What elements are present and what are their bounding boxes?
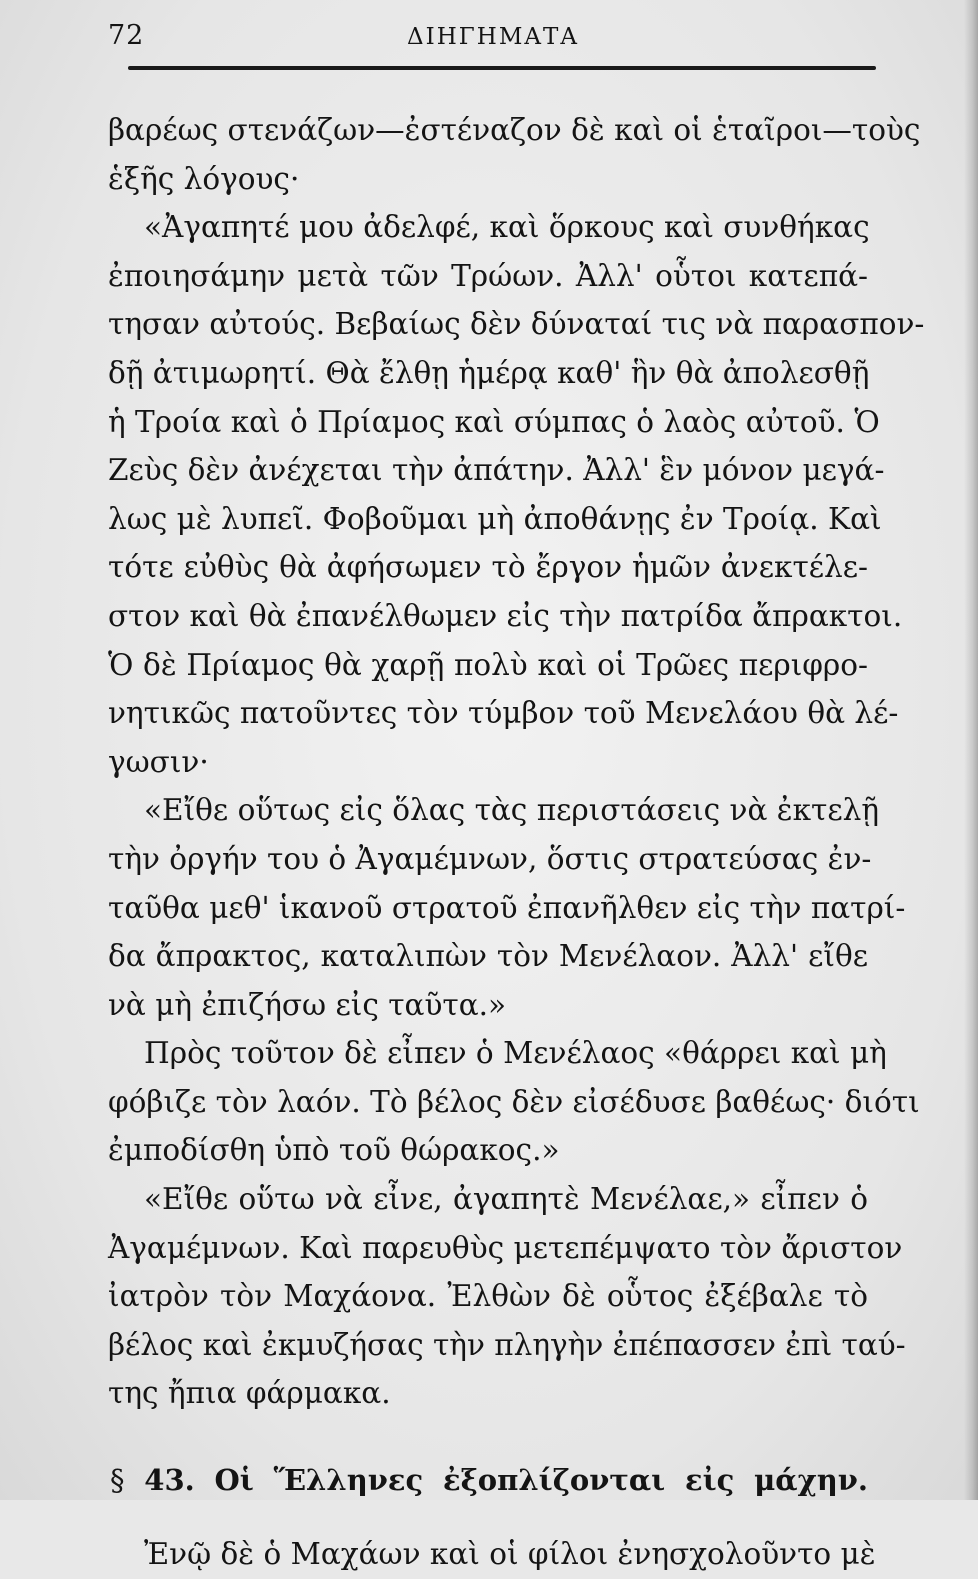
- text-line: τότε εὐθὺς θὰ ἀφήσωμεν τὸ ἔργον ἡμῶν ἀνεκτέλε-: [108, 550, 868, 585]
- body-text: [108, 106, 925, 1579]
- text-line: Ἀγαμέμνων. Καὶ παρευθὺς μετεπέμψατο τὸν ἄριστον: [108, 1230, 903, 1265]
- text-line: Πρὸς τοῦτον δὲ εἶπεν ὁ Μενέλαος «θάρρει καὶ μὴ: [144, 1036, 887, 1071]
- text-line: γωσιν·: [108, 744, 209, 779]
- text-line: Ἐνῷ δὲ ὁ Μαχάων καὶ οἱ φίλοι ἐνησχολοῦντο μὲ: [144, 1537, 876, 1572]
- text-line: τὴν ὀργήν του ὁ Ἀγαμέμνων, ὅστις στρατεύσας ἐν-: [108, 841, 872, 876]
- text-line: «Εἴθε οὕτω νὰ εἶνε, ἀγαπητὲ Μενέλαε,» εἶπεν ὁ: [144, 1182, 868, 1217]
- text-line: ἰατρὸν τὸν Μαχάονα. Ἐλθὼν δὲ οὗτος ἐξέβαλε τὸ: [108, 1279, 868, 1314]
- text-line: δα ἄπρακτος, καταλιπὼν τὸν Μενέλαον. Ἀλλ' εἴθε: [108, 939, 868, 974]
- text-line: ἐποιησάμην μετὰ τῶν Τρώων. Ἀλλ' οὗτοι κατεπά-: [108, 258, 868, 293]
- text-line: «Εἴθε οὕτως εἰς ὅλας τὰς περιστάσεις νὰ ἐκτελῇ: [144, 793, 880, 828]
- text-line: της ἤπια φάρμακα.: [108, 1376, 391, 1411]
- paragraphs-after-heading: [108, 1530, 876, 1579]
- running-title: ΔΙΗΓΗΜΑΤΑ: [407, 24, 579, 50]
- text-line: βαρέως στενάζων—ἐστέναζον δὲ καὶ οἱ ἑταῖροι—τοὺς: [108, 113, 921, 147]
- text-line: ἐμποδίσθη ὑπὸ τοῦ θώρακος.»: [108, 1133, 560, 1168]
- text-line: ἡ Τροία καὶ ὁ Πρίαμος καὶ σύμπας ὁ λαὸς αὐτοῦ. Ὁ: [108, 404, 880, 439]
- section-mark: §: [110, 1463, 125, 1498]
- text-line: λως μὲ λυπεῖ. Φοβοῦμαι μὴ ἀποθάνῃς ἐν Τροίᾳ. Καὶ: [108, 501, 882, 536]
- text-line: στον καὶ θὰ ἐπανέλθωμεν εἰς τὴν πατρίδα ἄπρακτοι.: [108, 598, 903, 633]
- text-line: ἑξῆς λόγους·: [108, 161, 300, 196]
- heading-spacer-after: [108, 1506, 868, 1530]
- text-line: τησαν αὐτούς. Βεβαίως δὲν δύναταί τις νὰ παρασπον-: [108, 307, 925, 342]
- running-head: [108, 14, 878, 54]
- page-edge-shadow: [964, 0, 978, 1500]
- section-heading-text: 43. Οἱ Ἕλληνες ἐξοπλίζονται εἰς μάχην.: [144, 1463, 868, 1498]
- header-rule: [128, 66, 876, 70]
- page-number: 72: [108, 20, 145, 51]
- text-line: Ζεὺς δὲν ἀνέχεται τὴν ἀπάτην. Ἀλλ' ἓν μόνον μεγά-: [108, 453, 885, 488]
- text-line: νὰ μὴ ἐπιζήσω εἰς ταῦτα.»: [108, 987, 507, 1022]
- text-line: νητικῶς πατοῦντες τὸν τύμβον τοῦ Μενελάου θὰ λέ-: [108, 696, 899, 731]
- section-heading: [108, 1454, 868, 1506]
- text-line: Ὁ δὲ Πρίαμος θὰ χαρῇ πολὺ καὶ οἱ Τρῶες περιφρο-: [108, 647, 868, 682]
- text-line: ταῦθα μεθ' ἱκανοῦ στρατοῦ ἐπανῆλθεν εἰς τὴν πατρί-: [108, 890, 906, 925]
- text-line: δῇ ἀτιμωρητί. Θὰ ἔλθῃ ἡμέρᾳ καθ' ἣν θὰ ἀπολεσθῇ: [108, 355, 870, 390]
- text-line: «Ἀγαπητέ μου ἀδελφέ, καὶ ὅρκους καὶ συνθήκας: [144, 210, 870, 245]
- text-line: βέλος καὶ ἐκμυζήσας τὴν πληγὴν ἐπέπασσεν ἐπὶ ταύ-: [108, 1327, 906, 1362]
- paragraphs-before-heading: [108, 106, 925, 1418]
- heading-spacer: [108, 1418, 868, 1454]
- text-line: φόβιζε τὸν λαόν. Τὸ βέλος δὲν εἰσέδυσε βαθέως· διότι: [108, 1084, 920, 1119]
